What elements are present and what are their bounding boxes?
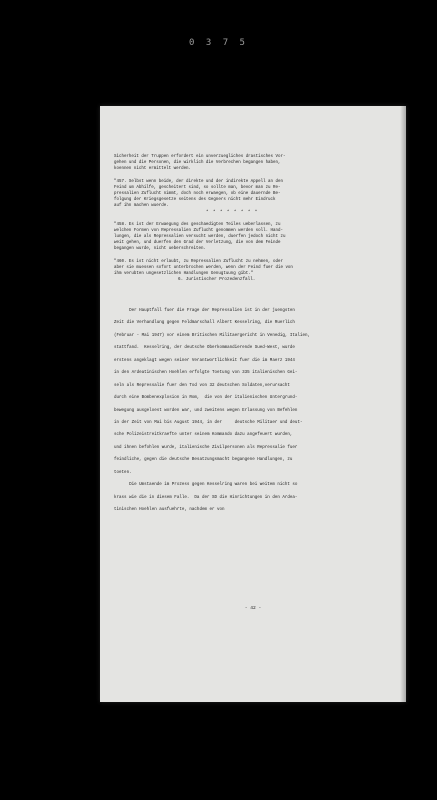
body-line: bewegung ausgeloest worden war, und zweitens wegen Erlassung von Befehlen bbox=[114, 408, 298, 413]
body-line: tinischen Hoehlen ausfuehrte, nachdem er von bbox=[114, 508, 225, 512]
body-line: toeten. bbox=[114, 470, 132, 475]
text-line: aber sie muessen sofort unterbrochen werden, wenn der Feind fuer die von bbox=[114, 265, 293, 270]
body-line: durch eine Bombenexplosion in Rom, die von der italienischen Untergrund- bbox=[114, 396, 298, 401]
body-line: Zeit die Verhandlung gegen Feldmarschall Albert Kesselring, die Ruerlich bbox=[114, 321, 295, 326]
text-line: lungen, die als Repressalien versucht werden, duerfen jedoch nicht zu bbox=[114, 235, 286, 240]
text-line: auf ihn machen wuerde. bbox=[114, 204, 169, 209]
text-line: welchen Formen von Repressalien Zuflucht genommen werden soll. Hand- bbox=[114, 228, 283, 233]
document-page bbox=[100, 106, 406, 702]
body-line: erstens angeklagt wegen seiner Verantwortlichkeit fuer die im Maerz 1944 bbox=[114, 358, 295, 363]
text-line: "457. Selbst wenn beide, der direkte und der indirekte Appell an den bbox=[114, 179, 283, 184]
text-line: "460. Es ist nicht erlaubt, zu Repressalien Zuflucht zu nehmen, oder bbox=[114, 259, 283, 264]
body-line: stattfand. Kesselring, der deutsche Oberkommandierende Sued-West, wurde bbox=[114, 346, 295, 351]
upper-section bbox=[114, 154, 394, 277]
text-line: ihm verubten ungesetzlichen Handlungen Genugtuung gibt." bbox=[114, 272, 254, 276]
body-line: in den Ardeatinischen Hoehlen erfolgte Toetung von 335 italienischen Gei- bbox=[114, 371, 298, 376]
page-number: - 42 - bbox=[244, 606, 262, 611]
text-line: "458. Es ist der Erwaegung des geschaedigten Teiles ueberlassen, zu bbox=[114, 222, 281, 227]
text-line: pressalien Zuflucht nimmt, doch noch erwaegen, ob eine dauernde Be- bbox=[114, 191, 281, 196]
text-line: begangen wurde, nicht ueberschreiten. bbox=[114, 247, 206, 252]
body-line: seln als Repressalie fuer den Tod von 32 deutschen Soldaten,verursacht bbox=[114, 383, 290, 388]
body-line: (Februar - Mai 1947) vor einem Britischen Militaergericht in Venedig, Italien, bbox=[114, 333, 311, 338]
body-line: krass wie die in diesem Falle. Da der SD die Hinrichtungen in den Ardea- bbox=[114, 495, 298, 500]
text-line: gehen und die Personen, die wirklich die Verbrechen begangen haben, bbox=[114, 161, 281, 166]
body-line: und ihnen befohlen wurde, italienische Zivilpersonen als Repressalie fuer bbox=[114, 445, 298, 450]
film-frame-number: 0 3 7 5 bbox=[189, 38, 248, 48]
text-line: Feind um Abhilfe, gescheitert sind, so sollte man, bevor man zu Re- bbox=[114, 185, 281, 190]
text-line: folgung der Kriegsgesetze seitens des Gegners nicht mehr Eindruck bbox=[114, 198, 276, 203]
body-line: Der Hauptfall fuer die Frage der Repressalien ist in der juengsten bbox=[114, 309, 295, 313]
text-line: weit gehen, und duerfen den Grad der Verletzung, die von dem Feinde bbox=[114, 241, 281, 246]
text-line: Sicherheit der Truppen erfordert ein unverzuegliches drastisches Vor- bbox=[114, 155, 286, 159]
section-heading: 6. Juristischer Prozedenzfall. bbox=[178, 277, 256, 282]
text-line: * * * * * * * * bbox=[206, 210, 259, 215]
body-line: Die Umstaende im Prozess gegen Kesselring waren bei weitem nicht so bbox=[114, 483, 298, 488]
body-line: in der Zeit von Mai bis August 1944, in der deutsche Militaer und deut- bbox=[114, 420, 303, 425]
body-line: feindliche, gegen die deutsche Besatzungsmacht begangene Handlungen, zu bbox=[114, 458, 293, 463]
text-line: koennen nicht ermittelt werden. bbox=[114, 167, 192, 172]
body-line: sche Polizeistreitkraefte unter seinem Kommando dazu angefeuert wurden, bbox=[114, 433, 293, 438]
main-body-text bbox=[114, 305, 396, 516]
